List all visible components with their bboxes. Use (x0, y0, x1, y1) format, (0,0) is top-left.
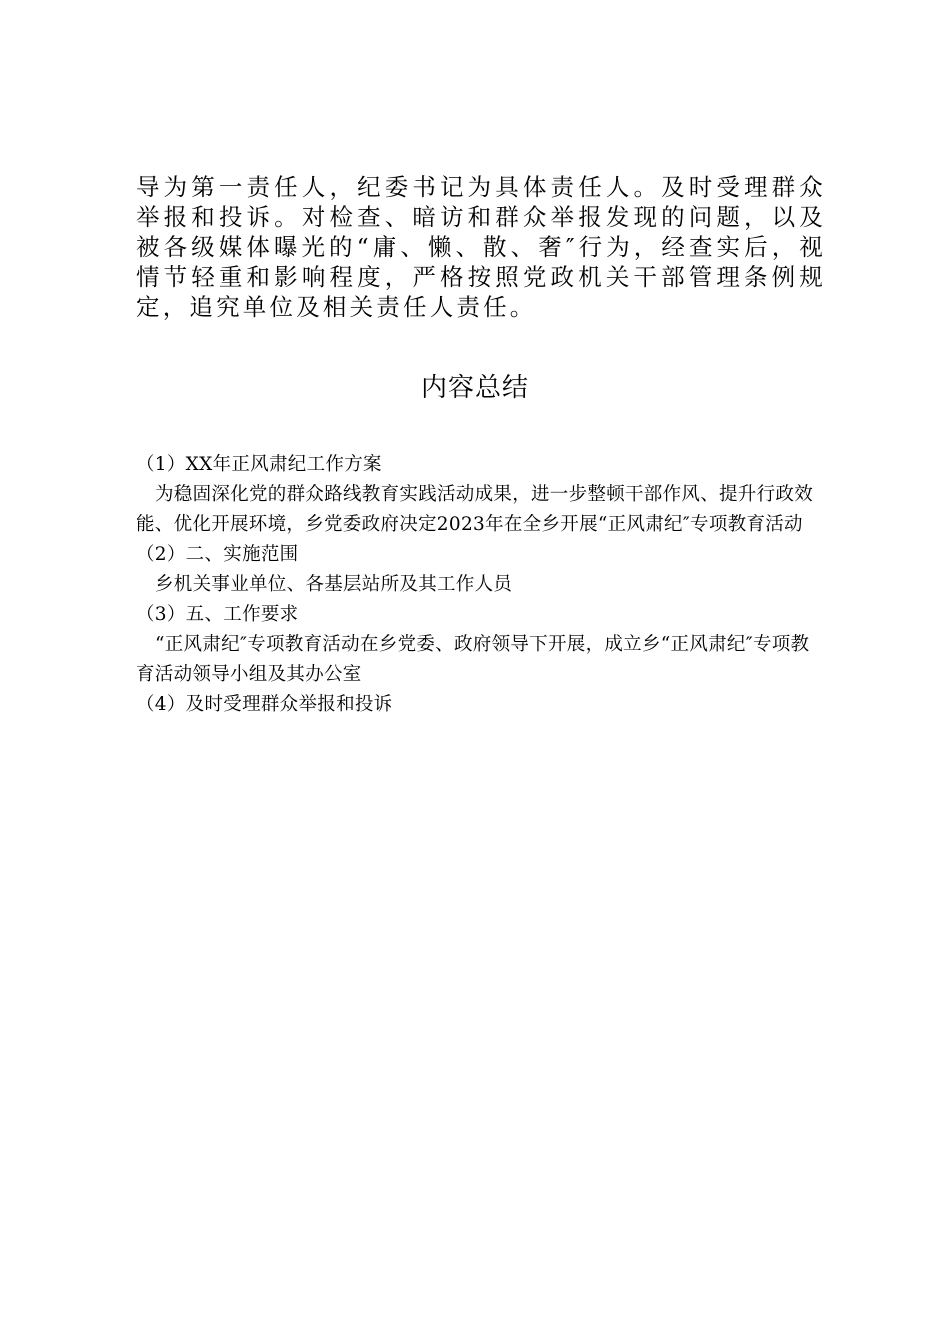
summary-item-1-heading: （1）XX年正风肃纪工作方案 (136, 454, 382, 475)
summary-item-3-heading: （3）五、工作要求 (136, 604, 299, 625)
summary-item-4-heading: （4）及时受理群众举报和投诉 (136, 694, 393, 715)
summary-item-2-heading: （2）二、实施范围 (136, 544, 299, 565)
summary-list (136, 450, 826, 720)
summary-item-2-body: 乡机关事业单位、各基层站所及其工作人员 (155, 574, 513, 595)
body-paragraph: 导为第一责任人，纪委书记为具体责任人。及时受理群众举报和投诉。对检查、暗访和群众举报发现的问题，以及被各级媒体曝光的“庸、懒、散、奢″行为，经查实后，视情节轻重和影响程度，严格按照党政机关干部管理条例规定，追究单位及相关责任人责任。 (136, 173, 826, 321)
summary-item-3-body: “正风肃纪″专项教育活动在乡党委、政府领导下开展，成立乡“正风肃纪″专项教育活动领导小组及其办公室 (136, 634, 810, 685)
summary-item-1-body: 为稳固深化党的群众路线教育实践活动成果，进一步整顿干部作风、提升行政效能、优化开展环境，乡党委政府决定2023年在全乡开展“正风肃纪″专项教育活动 (136, 484, 814, 535)
summary-title: 内容总结 (420, 373, 529, 403)
